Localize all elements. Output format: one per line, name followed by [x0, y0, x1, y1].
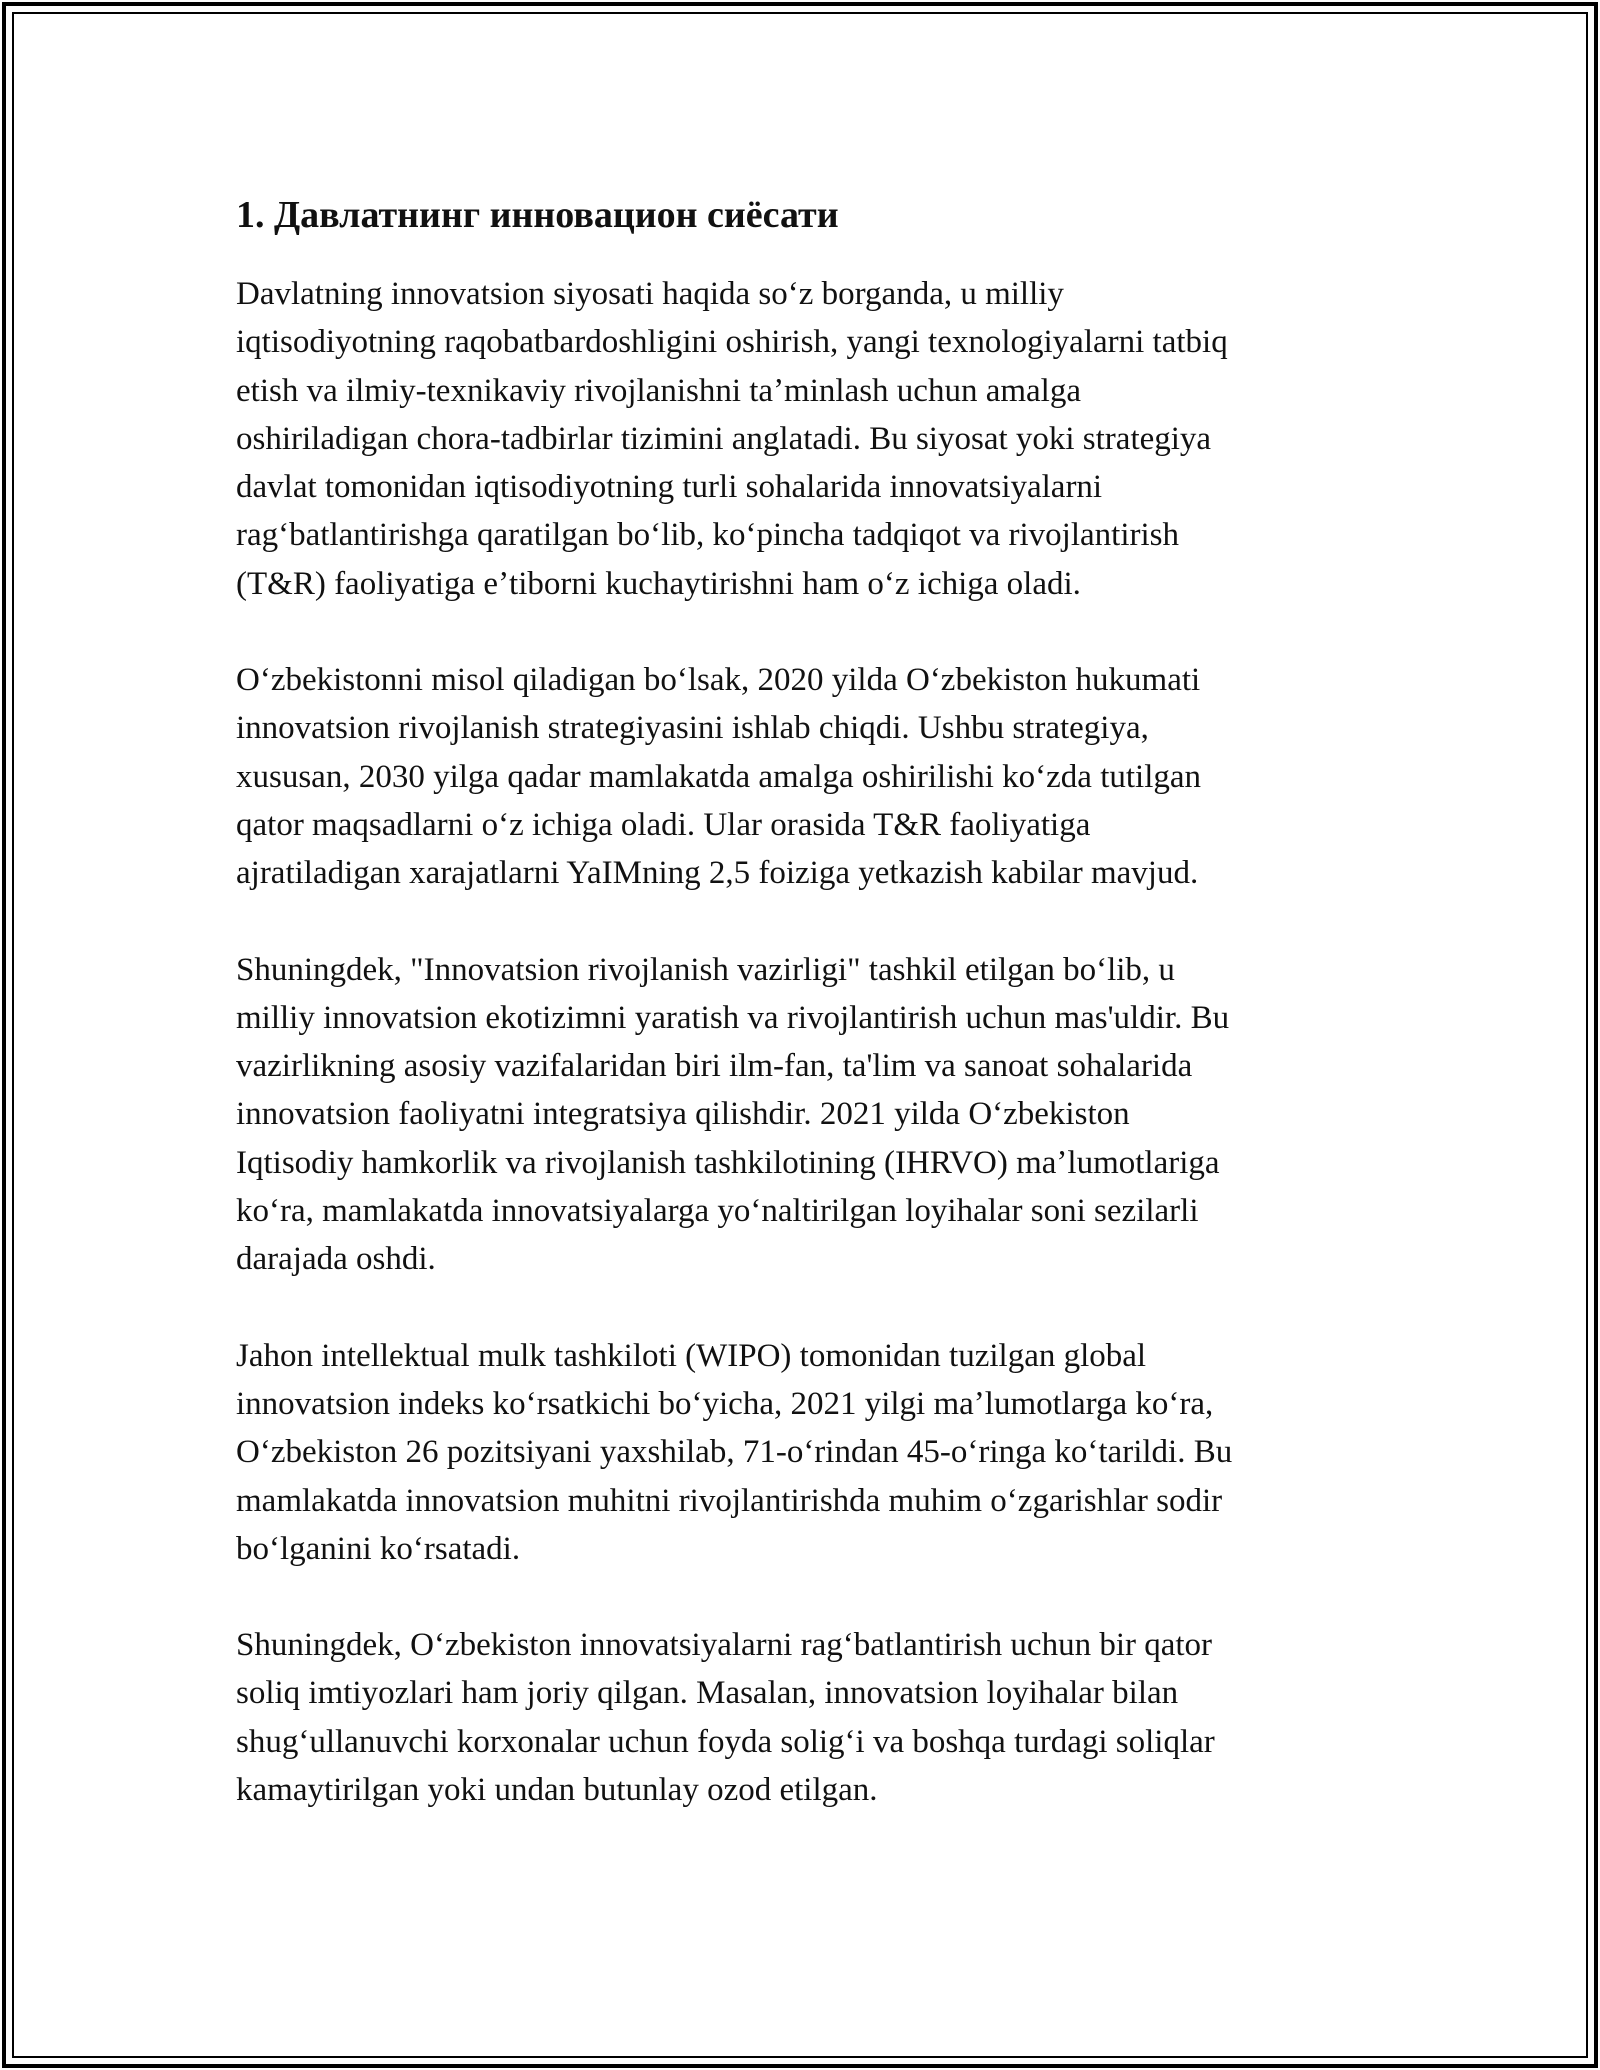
paragraph-line: vazirlikning asosiy vazifalaridan biri ilm-fan, ta'lim va sanoat sohalarida — [236, 1048, 1193, 1085]
paragraph-line: (T&R) faoliyatiga eʼtiborni kuchaytirishni ham oʻz ichiga oladi. — [236, 565, 1081, 602]
section-heading: 1. Давлатнинг инновацион сиёсати — [236, 194, 839, 236]
paragraph-line: Jahon intellektual mulk tashkiloti (WIPO) tomonidan tuzilgan global — [236, 1337, 1147, 1374]
paragraph-5 — [236, 1621, 1364, 1814]
paragraph-line: milliy innovatsion ekotizimni yaratish va rivojlantirish uchun mas'uldir. Bu — [236, 999, 1230, 1036]
paragraph-line: darajada oshdi. — [236, 1241, 436, 1278]
paragraph-line: innovatsion faoliyatni integratsiya qilishdir. 2021 yilda Oʻzbekiston — [236, 1096, 1130, 1133]
paragraph-line: shugʻullanuvchi korxonalar uchun foyda soligʻi va boshqa turdagi soliqlar — [236, 1723, 1215, 1760]
paragraph-line: qator maqsadlarni oʻz ichiga oladi. Ular orasida T&R faoliyatiga — [236, 806, 1091, 843]
paragraph-line: iqtisodiyotning raqobatbardoshligini oshirish, yangi texnologiyalarni tatbiq — [236, 324, 1228, 361]
paragraph-1 — [236, 270, 1364, 608]
paragraph-line: innovatsion indeks koʻrsatkichi boʻyicha, 2021 yilgi maʼlumotlarga koʻra, — [236, 1385, 1214, 1422]
paragraph-line: Shuningdek, "Innovatsion rivojlanish vazirligi" tashkil etilgan boʻlib, u — [236, 951, 1175, 988]
paragraph-line: ajratiladigan xarajatlarni YaIMning 2,5 foiziga yetkazish kabilar mavjud. — [236, 855, 1199, 892]
paragraph-line: Oʻzbekiston 26 pozitsiyani yaxshilab, 71-oʻrindan 45-oʻringa koʻtarildi. Bu — [236, 1434, 1233, 1471]
paragraph-line: oshiriladigan chora-tadbirlar tizimini anglatadi. Bu siyosat yoki strategiya — [236, 420, 1212, 457]
paragraph-3 — [236, 946, 1364, 1284]
paragraph-line: Iqtisodiy hamkorlik va rivojlanish tashkilotining (IHRVO) maʼlumotlariga — [236, 1144, 1220, 1181]
paragraph-line: kamaytirilgan yoki undan butunlay ozod etilgan. — [236, 1772, 878, 1809]
paragraph-line: soliq imtiyozlari ham joriy qilgan. Masalan, innovatsion loyihalar bilan — [236, 1675, 1179, 1712]
paragraph-line: koʻra, mamlakatda innovatsiyalarga yoʻnaltirilgan loyihalar soni sezilarli — [236, 1193, 1199, 1230]
paragraph-line: davlat tomonidan iqtisodiyotning turli sohalarida innovatsiyalarni — [236, 469, 1103, 506]
document-body — [236, 186, 1364, 1862]
paragraph-line: xususan, 2030 yilga qadar mamlakatda amalga oshirilishi koʻzda tutilgan — [236, 758, 1202, 795]
paragraph-2 — [236, 656, 1364, 897]
paragraph-line: boʻlganini koʻrsatadi. — [236, 1530, 521, 1567]
paragraph-line: mamlakatda innovatsion muhitni rivojlantirishda muhim oʻzgarishlar sodir — [236, 1482, 1223, 1519]
paragraph-line: Oʻzbekistonni misol qiladigan boʻlsak, 2020 yilda Oʻzbekiston hukumati — [236, 662, 1201, 699]
paragraph-4 — [236, 1332, 1364, 1573]
paragraph-line: Davlatning innovatsion siyosati haqida soʻz borganda, u milliy — [236, 276, 1064, 312]
paragraph-line: ragʻbatlantirishga qaratilgan boʻlib, koʻpincha tadqiqot va rivojlantirish — [236, 517, 1179, 554]
paragraph-line: Shuningdek, Oʻzbekiston innovatsiyalarni ragʻbatlantirish uchun bir qator — [236, 1627, 1213, 1664]
paragraph-line: etish va ilmiy-texnikaviy rivojlanishni taʼminlash uchun amalga — [236, 372, 1081, 409]
paragraph-line: innovatsion rivojlanish strategiyasini ishlab chiqdi. Ushbu strategiya, — [236, 710, 1149, 747]
